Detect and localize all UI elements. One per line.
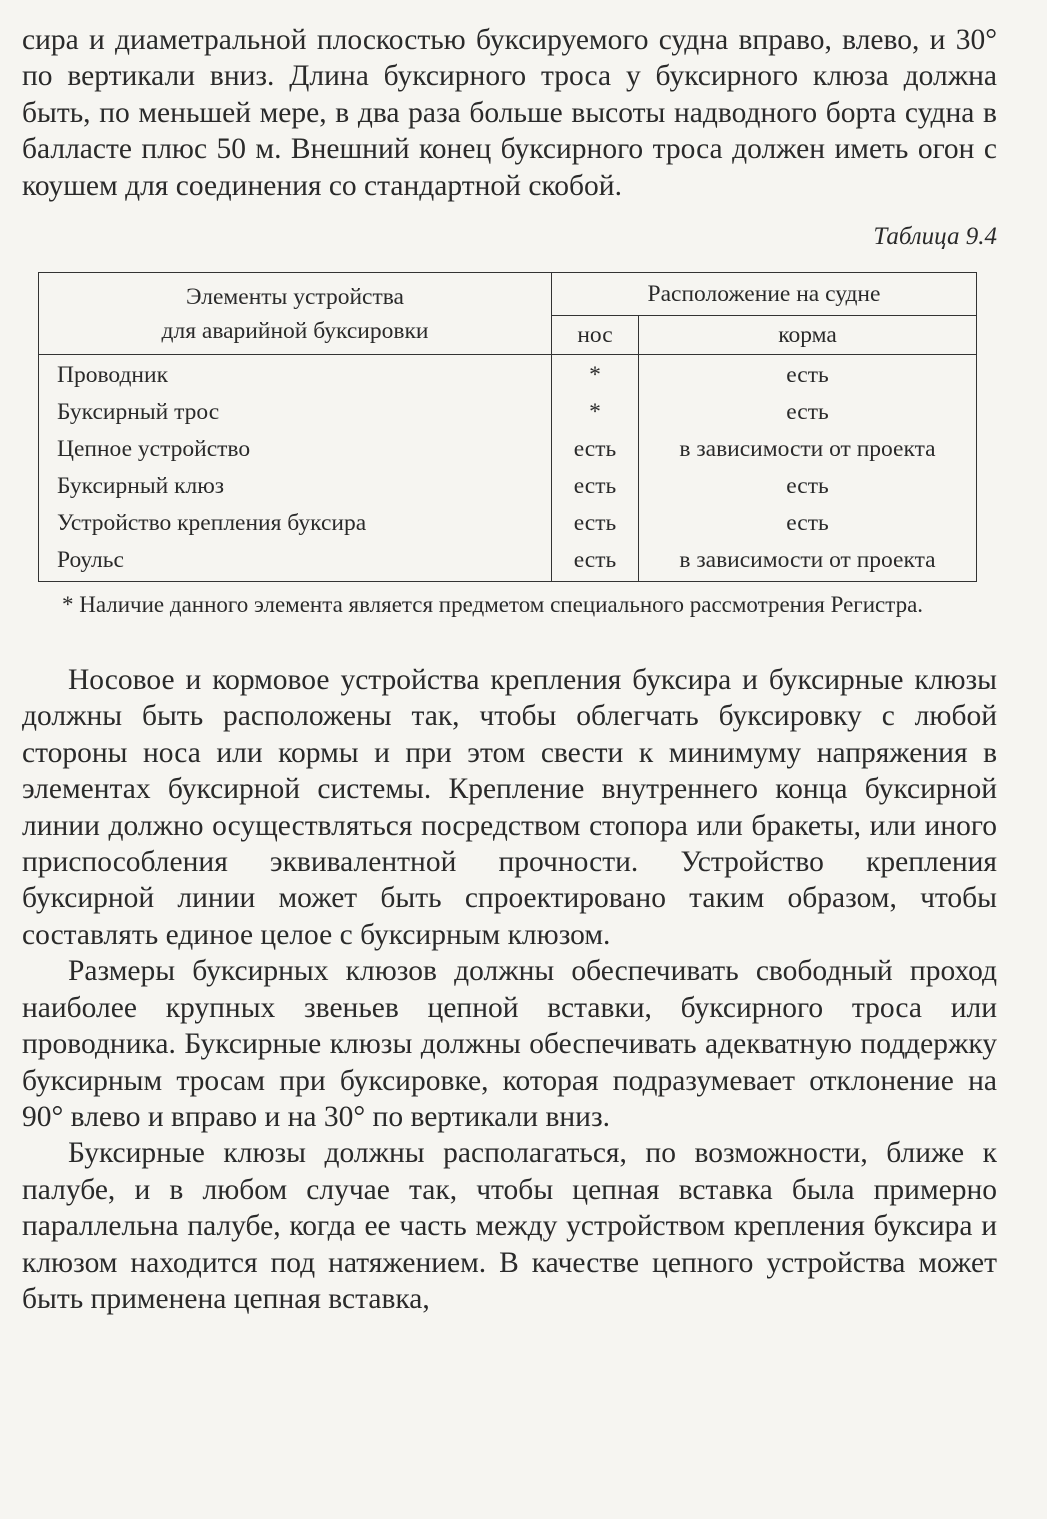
paragraph: Носовое и кормовое устройства крепления буксира и буксирные клюзы должны быть расположены так, чтобы облегчать буксировку с любой стороны носа или кормы и при этом свести к минимуму напряжения в элементах буксирной системы. Крепление внутреннего конца буксирной линии должно осуществляться посредством стопора или бракеты, или иного приспособления эквивалентной прочности. Устройство крепления буксирной линии может быть спроектировано таким образом, чтобы составлять единое целое с буксирным клюзом. xyxy=(22,664,997,951)
body-text xyxy=(22,662,997,1317)
header-element xyxy=(39,273,552,355)
row-element: Проводник xyxy=(39,355,552,395)
header-bow: нос xyxy=(552,316,639,355)
row-stern: в зависимости от проекта xyxy=(639,431,977,468)
row-element: Буксирный трос xyxy=(39,394,552,431)
row-stern: есть xyxy=(639,394,977,431)
header-element-line2: для аварийной буксировки xyxy=(161,317,429,344)
towing-elements-table xyxy=(38,272,977,582)
table-container xyxy=(38,272,977,582)
intro-paragraph: сира и диаметральной плоскостью буксируемого судна вправо, влево, и 30° по вертикали вниз. Длина буксирного троса у буксирного клюза должна быть, по меньшей мере, в два раза больше высоты надводного борта судна в балласте плюс 50 м. Внешний конец буксирного троса должен иметь огон с коушем для соединения со стандартной скобой. xyxy=(22,24,997,202)
paragraph: Буксирные клюзы должны располагаться, по возможности, ближе к палубе, и в любом случае так, чтобы цепная вставка была примерно параллельна палубе, когда ее часть между устройством крепления буксира и клюзом находится под натяжением. В качестве цепного устройства может быть применена цепная вставка, xyxy=(22,1137,997,1315)
row-element: Устройство крепления буксира xyxy=(39,505,552,542)
table-row xyxy=(39,431,977,468)
page xyxy=(22,22,997,1317)
row-element: Цепное устройство xyxy=(39,431,552,468)
table-row xyxy=(39,394,977,431)
row-stern: есть xyxy=(639,468,977,505)
row-bow: есть xyxy=(552,542,639,582)
header-location: Расположение на судне xyxy=(552,273,977,316)
table-row xyxy=(39,542,977,582)
table-row xyxy=(39,355,977,395)
row-bow: * xyxy=(552,355,639,395)
row-element: Буксирный клюз xyxy=(39,468,552,505)
header-element-line1: Элементы устройства xyxy=(186,283,404,310)
row-stern: есть xyxy=(639,505,977,542)
table-caption: Таблица 9.4 xyxy=(873,223,997,251)
row-bow: * xyxy=(552,394,639,431)
row-bow: есть xyxy=(552,431,639,468)
row-element: Роульс xyxy=(39,542,552,582)
table-row xyxy=(39,505,977,542)
table-row xyxy=(39,468,977,505)
paragraph: Размеры буксирных клюзов должны обеспечивать свободный проход наиболее крупных звеньев цепной вставки, буксирного троса или проводника. Буксирные клюзы должны обеспечивать адекватную поддержку буксирным тросам при буксировке, которая подразумевает отклонение на 90° влево и вправо и на 30° по вертикали вниз. xyxy=(22,955,997,1133)
row-bow: есть xyxy=(552,505,639,542)
row-stern: в зависимости от проекта xyxy=(639,542,977,582)
row-stern: есть xyxy=(639,355,977,395)
table-footnote: * Наличие данного элемента является предметом специального рассмотрения Регистра. xyxy=(62,592,924,618)
header-stern: корма xyxy=(639,316,977,355)
row-bow: есть xyxy=(552,468,639,505)
